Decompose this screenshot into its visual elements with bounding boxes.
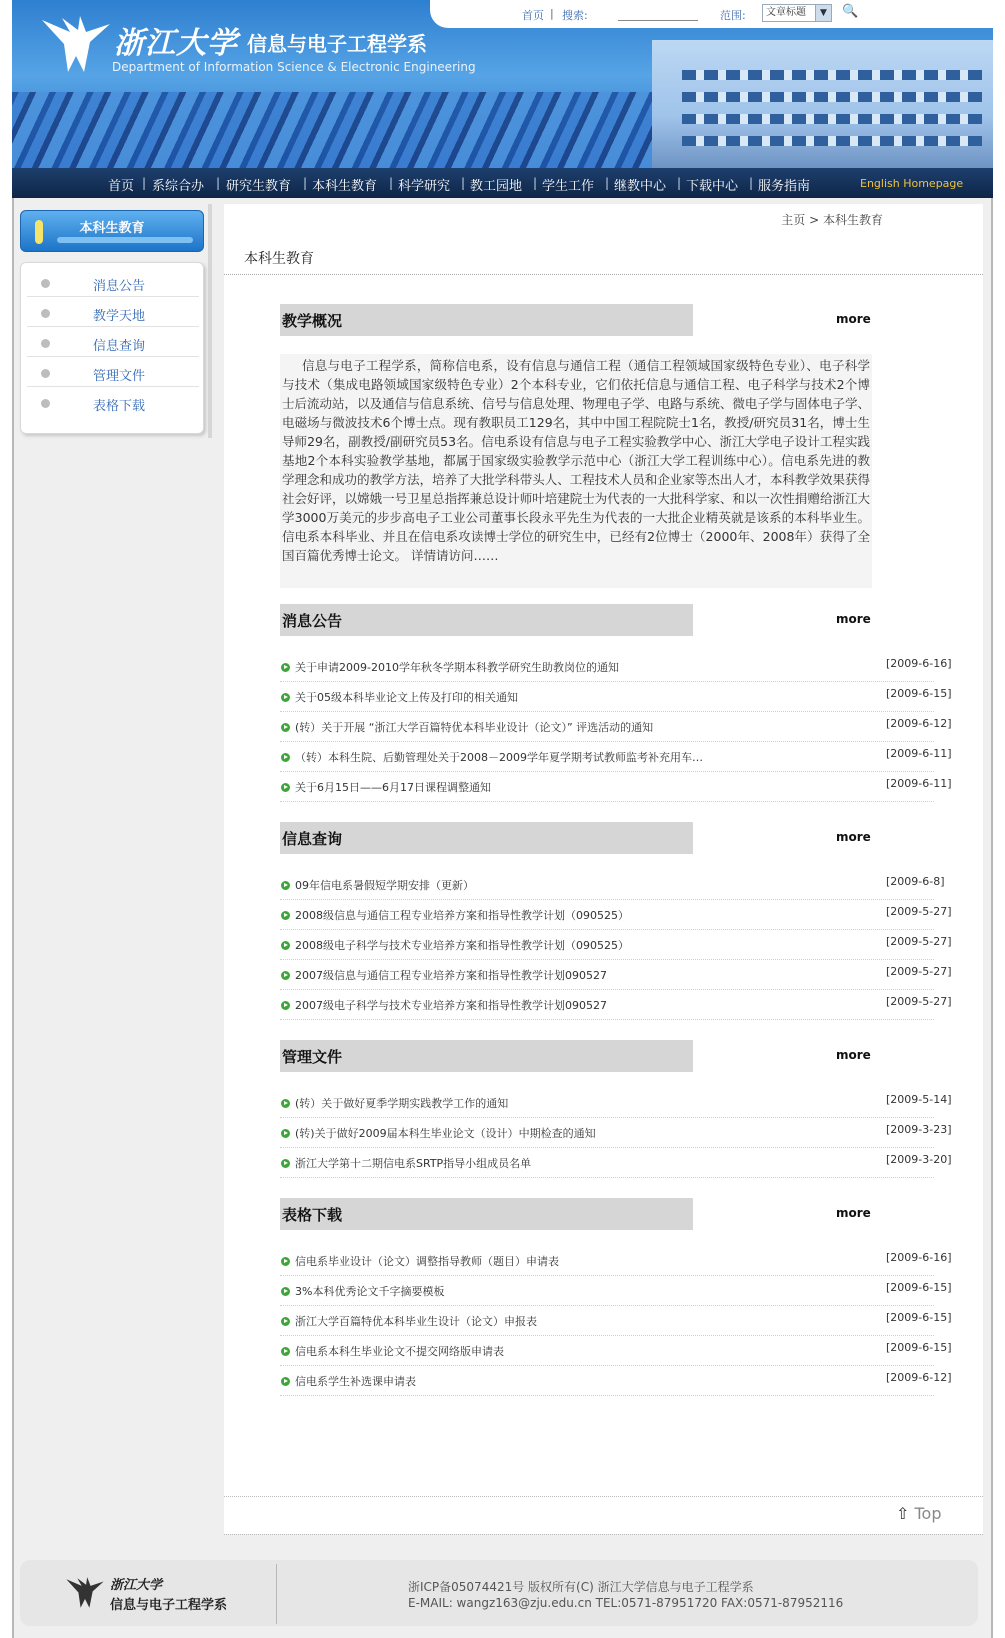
arrow-bullet-icon [281, 1001, 290, 1010]
list-item[interactable]: (转)关于做好2009届本科生毕业论文（设计）中期检查的通知 [2009-3-23] [280, 1118, 934, 1148]
section-title: 消息公告 [282, 612, 343, 630]
list-item[interactable]: 信电系毕业设计（论文）调整指导教师（题目）申请表 [2009-6-16] [280, 1246, 934, 1276]
back-to-top-link[interactable]: ⇧ Top [896, 1504, 942, 1523]
list-item[interactable]: 浙江大学百篇特优本科毕业生设计（论文）申报表 [2009-6-15] [280, 1306, 934, 1336]
section-header-inquiry [280, 822, 693, 854]
sidebar-item-inquiry[interactable]: 信息查询 [27, 327, 199, 357]
arrow-bullet-icon [281, 1287, 290, 1296]
arrow-bullet-icon [281, 1159, 290, 1168]
sidebar-menu [20, 262, 204, 434]
nav-item-undergraduate[interactable]: 本科生教育 [312, 179, 378, 194]
chevron-down-icon[interactable]: ▼ [815, 5, 831, 21]
circuit-board-image [12, 92, 652, 168]
sidebar-item-announcements[interactable]: 消息公告 [27, 267, 199, 297]
logo-department-english: Department of Information Science & Electronic Engineering [112, 60, 476, 74]
list-item[interactable]: 2008级信息与通信工程专业培养方案和指导性教学计划（090525） [2009-5-27] [280, 900, 934, 930]
breadcrumb-home[interactable]: 主页 [781, 213, 806, 227]
arrow-bullet-icon [281, 1099, 290, 1108]
arrow-bullet-icon [281, 1377, 290, 1386]
list-item[interactable]: 信电系学生补选课申请表 [2009-6-12] [280, 1366, 934, 1396]
sidebar-item-teaching[interactable]: 教学天地 [27, 297, 199, 327]
footer-department-name: 信息与电子工程学系 [110, 1598, 228, 1613]
logo-department-name: 信息与电子工程学系 [247, 32, 427, 56]
section-title: 表格下载 [282, 1206, 343, 1224]
list-item[interactable]: （转）本科生院、后勤管理处关于2008－2009学年夏学期考试教师监考补充用车… [2009-6-11] [280, 742, 934, 772]
nav-item-students[interactable]: 学生工作 [542, 179, 595, 194]
scope-value: 文章标题 [766, 7, 806, 18]
bullet-icon [41, 339, 50, 348]
list-item[interactable]: 2007级信息与通信工程专业培养方案和指导性教学计划090527 [2009-5-27] [280, 960, 934, 990]
footer-copyright: 浙ICP备05074421号 版权所有(C) 浙江大学信息与电子工程学系 [408, 1580, 754, 1594]
intro-text: 信息与电子工程学系，简称信电系，设有信息与通信工程（通信工程领域国家级特色专业）、电子科学与技术（集成电路领域国家级特色专业）2个本科专业，它们依托信息与通信工程、电子科学与技术2个博士后流动站，以及通信与信息系统、信号与信息处理、物理电子学、电路与系统、微电子学与固体电子学、电磁场与微波技术6个博士点。现有教职员工129名，其中中国工程院院士1名，教授/研究员31名，博士生导师29名，副教授/副研究员53名。信电系设有信息与电子工程实验教学中心、浙江大学电子设计工程实践基地2个本科实验教学基地，都属于国家级实验教学示范中心（浙江大学工程训练中心）。信电系先进的教学理念和成功的教学方法，培养了大批学科带头人、工程技术人员和企业家等杰出人才，本科教学效果获得社会好评，以嫦娥一号卫星总指挥兼总设计师叶培建院士为代表的一大批科学家、和以一次性捐赠给浙江大学3000万美元的步步高电子工业公司董事长段永平先生为代表的一大批企业精英就是该系的本科毕业生。信电系本科毕业、并且在信电系攻读博士学位的研究生中，已经有2位博士（2000年、2008年）获得了全国百篇优秀博士论文。 详情请访问…… [280, 354, 872, 588]
list-item[interactable]: 关于6月15日——6月17日课程调整通知 [2009-6-11] [280, 772, 934, 802]
list-item[interactable]: 3%本科优秀论文千字摘要模板 [2009-6-15] [280, 1276, 934, 1306]
arrow-bullet-icon [281, 693, 290, 702]
section-title: 教学概况 [282, 312, 343, 330]
more-link-inquiry[interactable]: more [836, 830, 871, 844]
arrow-bullet-icon [281, 783, 290, 792]
section-title: 信息查询 [282, 830, 343, 848]
breadcrumb: 主页 > 本科生教育 [781, 213, 883, 227]
section-header-documents [280, 1040, 693, 1072]
section-header-forms [280, 1198, 693, 1230]
nav-item-research[interactable]: 科学研究 [398, 179, 451, 194]
main-content [224, 204, 983, 1534]
bullet-icon [41, 399, 50, 408]
nav-item-downloads[interactable]: 下载中心 [686, 179, 739, 194]
list-item[interactable]: 09年信电系暑假短学期安排（更新） [2009-6-8] [280, 870, 934, 900]
bullet-icon [41, 279, 50, 288]
footer-university-name: 浙江大学 [110, 1578, 163, 1593]
arrow-bullet-icon [281, 663, 290, 672]
main-nav: 首页 | 系综合办 | 研究生教育 | 本科生教育 | 科学研究 | 教工园地 | 学生工作 | 继教中心 | 下载中心 | 服务指南 English Homepage [12, 168, 993, 198]
arrow-bullet-icon [281, 1257, 290, 1266]
nav-item-graduate[interactable]: 研究生教育 [226, 179, 292, 194]
more-link-announcements[interactable]: more [836, 612, 871, 626]
arrow-bullet-icon [281, 881, 290, 890]
more-link-overview[interactable]: more [836, 312, 871, 326]
arrow-bullet-icon [281, 911, 290, 920]
sidebar-item-documents[interactable]: 管理文件 [27, 357, 199, 387]
bullet-icon [41, 309, 50, 318]
list-item[interactable]: (转）关于开展 “浙江大学百篇特优本科毕业设计（论文）” 评选活动的通知 [2009-6-12] [280, 712, 934, 742]
more-link-documents[interactable]: more [836, 1048, 871, 1062]
arrow-bullet-icon [281, 971, 290, 980]
footer [20, 1560, 978, 1626]
search-icon[interactable]: 🔍 [842, 4, 859, 19]
nav-item-home[interactable]: 首页 [108, 179, 135, 194]
list-item[interactable]: 2008级电子科学与技术专业培养方案和指导性教学计划（090525） [2009-5-27] [280, 930, 934, 960]
arrow-up-icon: ⇧ [896, 1504, 910, 1523]
logo-university-name: 浙江大学 [114, 26, 238, 61]
section-header-announcements [280, 604, 693, 636]
scope-select[interactable] [762, 4, 832, 22]
page-title: 本科生教育 [244, 251, 314, 267]
list-item[interactable]: 关于申请2009-2010学年秋冬学期本科教学研究生助教岗位的通知 [2009-6-16] [280, 652, 934, 682]
arrow-bullet-icon [281, 1129, 290, 1138]
arrow-bullet-icon [281, 941, 290, 950]
list-item[interactable]: 关于05级本科毕业论文上传及打印的相关通知 [2009-6-15] [280, 682, 934, 712]
arrow-bullet-icon [281, 1317, 290, 1326]
english-homepage-link[interactable]: English Homepage [860, 177, 964, 190]
nav-item-continuing-edu[interactable]: 继教中心 [614, 179, 667, 194]
footer-logo-icon [64, 1576, 106, 1610]
arrow-bullet-icon [281, 1347, 290, 1356]
nav-item-services[interactable]: 服务指南 [758, 179, 811, 194]
nav-item-staff[interactable]: 教工园地 [470, 179, 523, 194]
scope-label: 范围: [720, 9, 746, 22]
arrow-bullet-icon [281, 723, 290, 732]
top-search-bar: 首页 | 搜索: [430, 0, 993, 28]
section-header-overview [280, 304, 693, 336]
more-link-forms[interactable]: more [836, 1206, 871, 1220]
top-home-link[interactable]: 首页 [522, 9, 544, 22]
list-item[interactable]: 信电系本科生毕业论文不提交网络版申请表 [2009-6-15] [280, 1336, 934, 1366]
bullet-icon [41, 369, 50, 378]
list-item[interactable]: (转）关于做好夏季学期实践教学工作的通知 [2009-5-14] [280, 1088, 934, 1118]
sidebar-item-forms[interactable]: 表格下载 [27, 387, 199, 417]
section-title: 管理文件 [282, 1048, 343, 1066]
list-item[interactable]: 浙江大学第十二期信电系SRTP指导小组成员名单 [2009-3-20] [280, 1148, 934, 1178]
arrow-bullet-icon [281, 753, 290, 762]
university-logo-icon [40, 14, 112, 76]
search-input[interactable] [618, 20, 698, 21]
building-image [652, 40, 993, 168]
sidebar-title-text: 本科生教育 [79, 221, 145, 236]
nav-item-office[interactable]: 系综合办 [152, 179, 205, 194]
search-label: 搜索: [562, 9, 588, 22]
sidebar-title [20, 210, 204, 252]
list-item[interactable]: 2007级电子科学与技术专业培养方案和指导性教学计划090527 [2009-5-27] [280, 990, 934, 1020]
breadcrumb-current: 本科生教育 [822, 213, 883, 227]
footer-contact: E-MAIL: wangz163@zju.edu.cn TEL:0571-87951720 FAX:0571-87952116 [408, 1596, 844, 1610]
